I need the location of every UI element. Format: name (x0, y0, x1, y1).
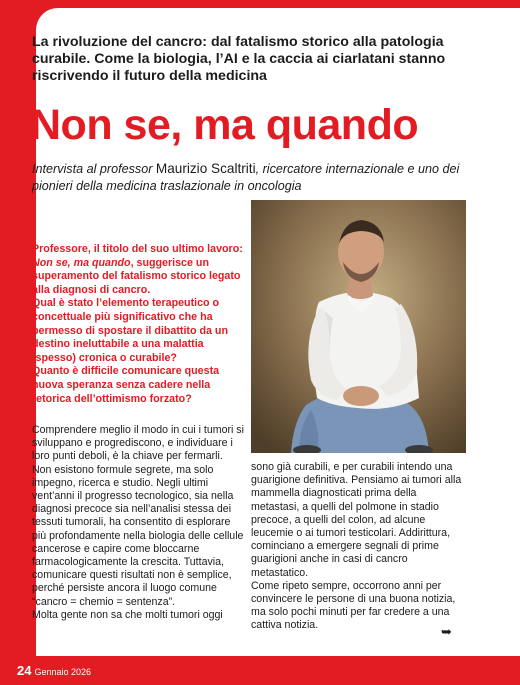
question-1-text: Professore, il titolo del suo ultimo lavoro: (32, 243, 243, 255)
answer-paragraph: sono già curabili, e per curabili intendo una guarigione definitiva. Pensiamo ai tumori alla mammella diagnosticati prima della metastasi, a quelli del polmone in stadio precoce, a quelli del colon, ad alcune leucemie o ai tumori testicolari. Addirittura, cominciano a emergere segnali di prime guarigioni anche in casi di cancro metastatico. (251, 461, 462, 579)
answer-column-left (32, 424, 244, 622)
headline: Non se, ma quando (30, 101, 419, 149)
interview-questions (32, 243, 244, 406)
portrait-illustration (251, 200, 466, 453)
standfirst-role: , ricercatore internazionale e uno dei pionieri della medicina traslazionale in oncologia (32, 162, 460, 193)
answer-paragraph: Comprendere meglio il modo in cui i tumori si sviluppano e progrediscono, e individuare i loro punti deboli, è la chiave per fermarli. Non esistono formule segrete, ma solo impegno, ricerca e studio. Negli ultimi vent’anni il progresso tecnologico, sia nella diagnosi precoce sia nell’analisi stessa dei tessuti tumorali, ha consentito di esplorare più profondamente nella biologia delle cellule cancerose e capire come bloccarne farmacologicamente la crescita. Tuttavia, comunicare questi risultati non è semplice, perché persiste ancora il luogo comune “cancro = chemio = sentenza”. (32, 424, 244, 608)
standfirst (32, 160, 472, 195)
book-title: Non se, ma quando (32, 256, 131, 269)
standfirst-intro: Intervista al professor (32, 162, 156, 176)
question-1 (32, 243, 244, 297)
answer-paragraph: Molta gente non sa che molti tumori oggi (32, 608, 223, 621)
question-2: Qual è stato l’elemento terapeutico o concettuale più significativo che ha permesso di spostare il dibattito da un destino ineluttabile a una malattia (spesso) cronica o curabile? (32, 297, 228, 364)
folio (17, 662, 91, 680)
answer-paragraph: Come ripeto sempre, occorrono anni per convincere le persone di una buona notizia, ma solo pochi minuti per far credere a una cattiva notizia. (251, 579, 456, 632)
arrow-right-icon: ➥ (441, 624, 452, 639)
interviewee-photo (251, 200, 466, 453)
issue-date: Gennaio 2026 (34, 667, 92, 677)
answer-column-right (251, 461, 466, 633)
page-number: 24 (17, 663, 32, 678)
interviewee-name: Maurizio Scaltriti (155, 161, 256, 176)
kicker: La rivoluzione del cancro: dal fatalismo storico alla patologia curabile. Come la biologia, l’AI e la caccia ai ciarlatani stanno riscrivendo il futuro della medicina (32, 34, 446, 84)
question-1-text-end: , suggerisce un superamento del fatalismo storico legato alla diagnosi di cancro. (32, 256, 241, 296)
question-3: Quanto è difficile comunicare questa nuova speranza senza cadere nella retorica dell’ottimismo forzato? (32, 365, 220, 405)
